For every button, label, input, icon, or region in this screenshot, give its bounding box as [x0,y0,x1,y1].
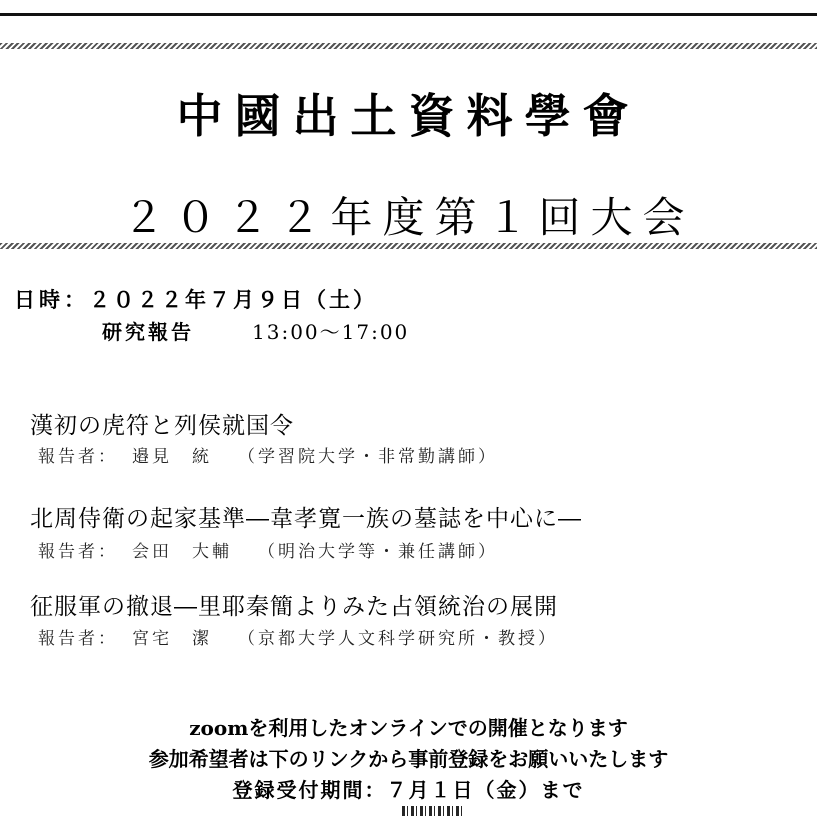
event-title-heading: ２０２２年度第１回大会 [122,193,695,242]
online-notice: zoomを利用したオンラインでの開催となります [189,716,628,740]
speaker-name: 宮宅 潔 [132,629,212,649]
speaker-name: 会田 大輔 [132,542,232,562]
session-label: 研究報告 [102,320,194,344]
date-line [14,284,377,314]
talk-speaker-line [38,537,498,562]
speaker-affiliation: （学習院大学・非常勤講師） [238,447,498,467]
society-name-heading: 中國出土資料學會 [176,89,641,143]
speaker-affiliation: （明治大学等・兼任講師） [258,542,498,562]
speaker-affiliation: （京都大学人文科学研究所・教授） [238,629,558,649]
talk-title: 北周侍衛の起家基準―韋孝寛一族の墓誌を中心に― [30,506,582,532]
talk-title: 征服軍の撤退―里耶秦簡よりみた占領統治の展開 [30,594,558,620]
talk-speaker-line [38,442,498,467]
title-top-divider [0,43,817,49]
speaker-label: 報告者： [38,542,118,562]
registration-deadline: 登録受付期間：７月１日（金）まで [232,778,585,802]
speaker-label: 報告者： [38,447,118,467]
session-line [102,316,409,345]
talk-speaker-line [38,624,558,649]
registration-instruction: 参加希望者は下のリンクから事前登録をお願いいたします [148,747,669,771]
talk-title: 漢初の虎符と列侯就国令 [30,413,294,439]
speaker-name: 邉見 統 [132,447,212,467]
speaker-label: 報告者： [38,629,118,649]
date-value: ２０２２年７月９日（土） [89,287,377,312]
session-time: 13:00～17:00 [252,320,410,344]
qr-code-partial[interactable] [402,806,462,816]
date-label: 日時： [14,287,89,312]
top-border-rule [0,13,817,16]
title-bottom-divider [0,243,817,249]
